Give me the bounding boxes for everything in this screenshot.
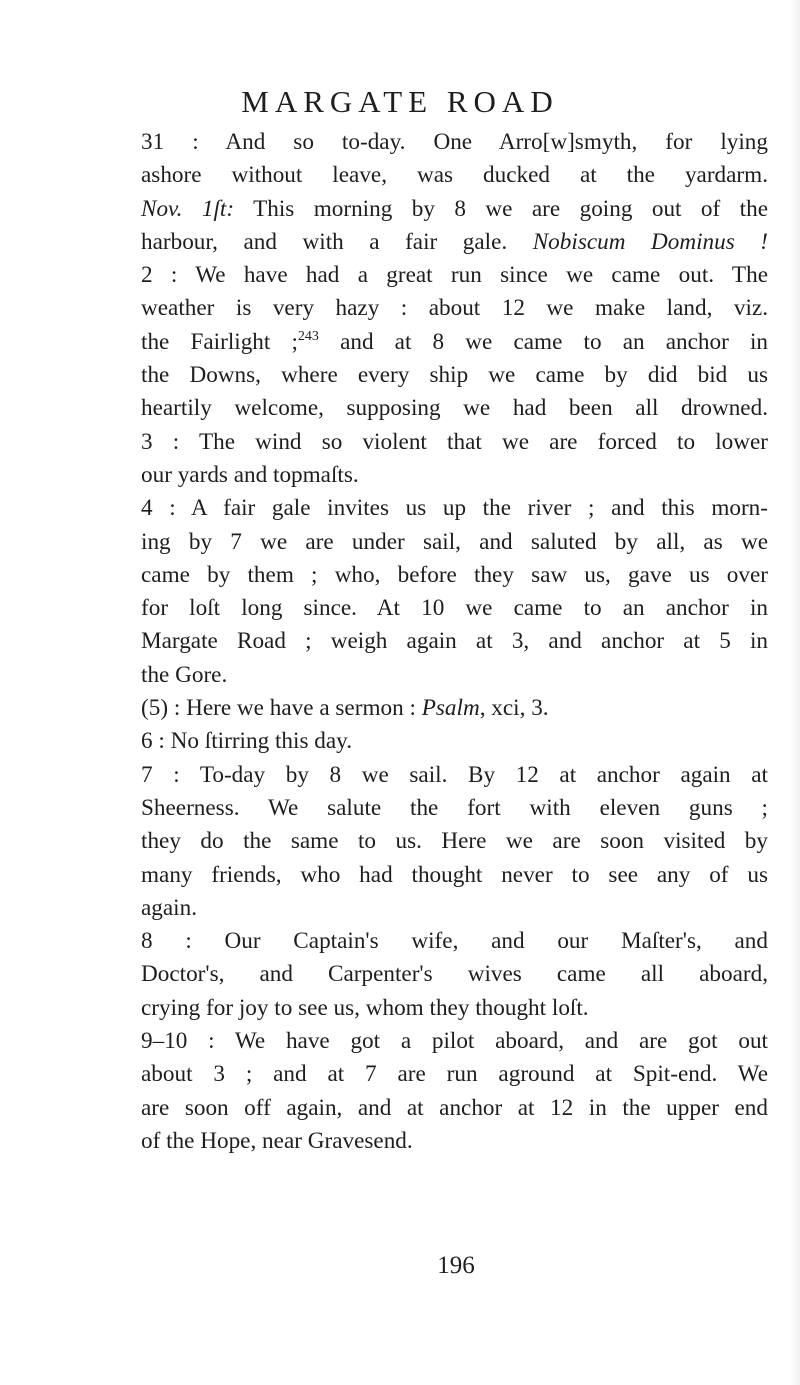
text-line: the Gore. — [141, 661, 228, 688]
page-number: 196 — [437, 1252, 475, 1279]
psalm-reference: Psalm — [421, 695, 480, 722]
text-line: of the Hope, near Gravesend. — [141, 1127, 413, 1154]
text-line-nobiscum — [141, 226, 768, 259]
text-line-start: harbour, and with a fair gale. — [141, 228, 533, 255]
text-line: for loſt long since. At 10 we came to an anchor in — [141, 595, 768, 622]
text-line: ing by 7 we are under sail, and saluted by all, as we — [141, 528, 768, 555]
text-line: 2 : We have had a great run since we came out. The — [141, 262, 768, 289]
text-line-nov — [141, 193, 768, 226]
text-line: crying for joy to see us, whom they thought loſt. — [141, 994, 589, 1021]
text-line: 3 : The wind so violent that we are forced to lower — [141, 428, 768, 455]
text-line: they do the same to us. Here we are soon visited by — [141, 828, 768, 855]
body-text — [141, 126, 768, 1158]
text-line: 7 : To-day by 8 we sail. By 12 at anchor again at — [141, 761, 768, 788]
text-line: 6 : No ſtirring this day. — [141, 728, 353, 755]
page-edge-shadow — [790, 0, 800, 1385]
text-line: Doctor's, and Carpenter's wives came all aboard, — [141, 961, 768, 988]
footnote-reference[interactable]: 243 — [297, 328, 319, 344]
text-line: again. — [141, 894, 198, 921]
text-line: 4 : A fair gale invites us up the river ; and this morn- — [141, 495, 768, 522]
text-line: 31 : And so to-day. One Arro[w]smyth, for lying — [141, 129, 768, 155]
text-line: heartily welcome, supposing we had been all drowned. — [141, 395, 768, 422]
text-line: our yards and topmaſts. — [141, 461, 359, 488]
nov-date: Nov. 1ſt: — [141, 195, 235, 222]
text-line: 9–10 : We have got a pilot aboard, and are got out — [141, 1028, 768, 1055]
text-line-footnote: the Fairlight ;$^{243}$ and at 8 we came to an anchor in — [141, 328, 768, 355]
text-line: came by them ; who, before they saw us, gave us over — [141, 561, 768, 588]
text-line-psalm: (5) : Here we have a sermon : Psalm, xci, 3. — [141, 695, 549, 722]
text-line: about 3 ; and at 7 are run aground at Spit-end. We — [141, 1061, 768, 1088]
text-line: 8 : Our Captain's wife, and our Maſter's, and — [141, 928, 768, 955]
text-line: Margate Road ; weigh again at 3, and anchor at 5 in — [141, 628, 768, 655]
text-line-rest: This morning by 8 we are going out of the — [234, 195, 768, 222]
nobiscum-dominus: Nobiscum Dominus ! — [532, 228, 768, 255]
text-line: many friends, who had thought never to see any of us — [141, 861, 768, 888]
text-line: Sheerness. We salute the fort with eleven guns ; — [141, 794, 768, 821]
running-head: MARGATE ROAD — [241, 84, 559, 119]
text-line: the Downs, where every ship we came by did bid us — [141, 362, 768, 389]
text-line: are soon off again, and at anchor at 12 in the upper end — [141, 1094, 768, 1121]
text-line: ashore without leave, was ducked at the yardarm. — [141, 162, 768, 189]
text-line: weather is very hazy : about 12 we make land, viz. — [141, 295, 768, 322]
